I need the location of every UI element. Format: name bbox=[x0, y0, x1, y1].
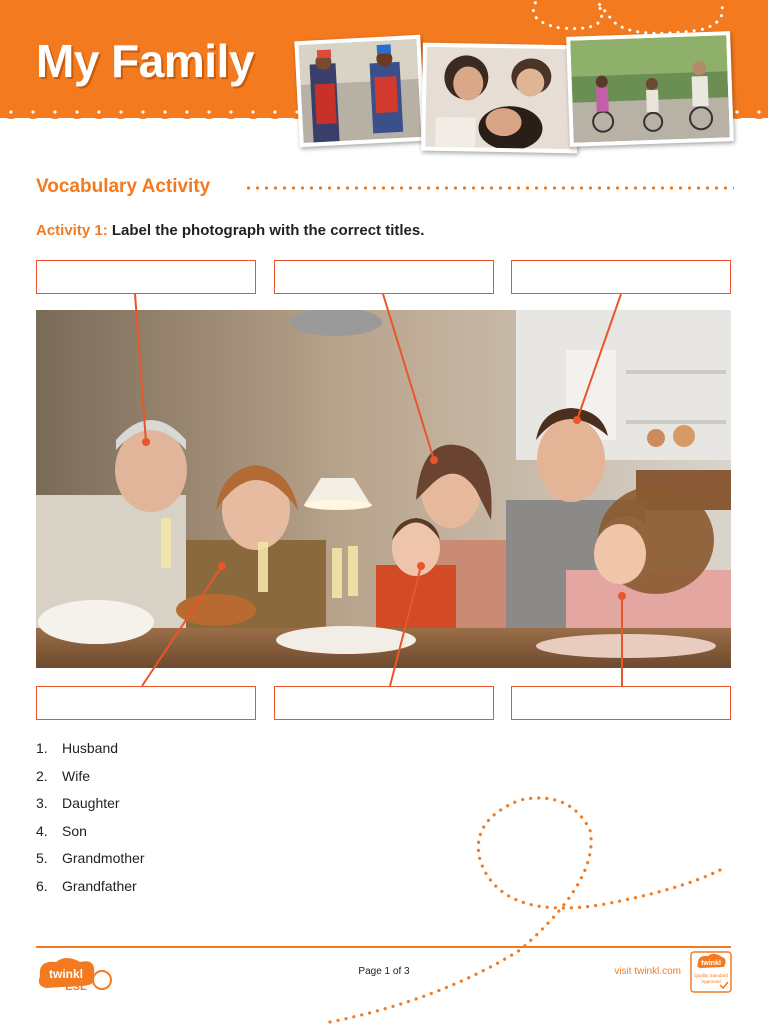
vocab-word: Husband bbox=[62, 740, 119, 756]
list-item: 6. Grandfather bbox=[36, 878, 144, 906]
label-box-bottom-left[interactable] bbox=[36, 686, 256, 720]
label-box-bottom-right[interactable] bbox=[511, 686, 731, 720]
list-item: 3. Daughter bbox=[36, 795, 144, 823]
page-title: My Family bbox=[36, 35, 254, 87]
label-box-bottom-middle[interactable] bbox=[274, 686, 494, 720]
svg-text:twinkl: twinkl bbox=[701, 960, 721, 967]
svg-text:Quality Standard: Quality Standard bbox=[694, 973, 728, 978]
section-title: Vocabulary Activity bbox=[36, 176, 211, 197]
vocab-word: Wife bbox=[62, 767, 90, 784]
activity-label: Activity 1: bbox=[36, 222, 108, 239]
vocab-word: Grandmother bbox=[62, 850, 145, 866]
label-box-top-right[interactable] bbox=[511, 260, 731, 294]
footer-divider bbox=[36, 946, 731, 948]
family-dinner-photo bbox=[36, 310, 731, 668]
label-box-top-middle[interactable] bbox=[274, 260, 494, 294]
list-item: 4. Son bbox=[36, 823, 144, 851]
vocab-word: Grandfather bbox=[62, 877, 137, 894]
list-item: 2. Wife bbox=[36, 768, 144, 796]
activity-instruction bbox=[36, 222, 424, 239]
page-number: Page 1 of 3 bbox=[358, 966, 410, 977]
vocabulary-list bbox=[36, 740, 144, 905]
activity-instruction-text: Label the photograph with the correct titles. bbox=[111, 222, 425, 239]
logo-sub-text: ESL bbox=[65, 981, 87, 992]
family-dancing-photo bbox=[294, 35, 425, 147]
dotted-divider bbox=[244, 186, 734, 190]
logo-text: twinkl bbox=[48, 967, 84, 981]
visit-link[interactable]: visit twinkl.com bbox=[614, 966, 681, 977]
quality-badge bbox=[690, 951, 732, 993]
family-hugging-photo bbox=[421, 43, 579, 154]
label-box-top-left[interactable] bbox=[36, 260, 256, 294]
vocab-word: Son bbox=[62, 822, 87, 839]
list-item: 1. Husband bbox=[36, 740, 144, 768]
vocab-word: Daughter bbox=[62, 795, 120, 811]
family-cycling-photo bbox=[566, 31, 734, 147]
svg-text:Approved: Approved bbox=[701, 979, 721, 984]
list-item: 5. Grandmother bbox=[36, 850, 144, 878]
